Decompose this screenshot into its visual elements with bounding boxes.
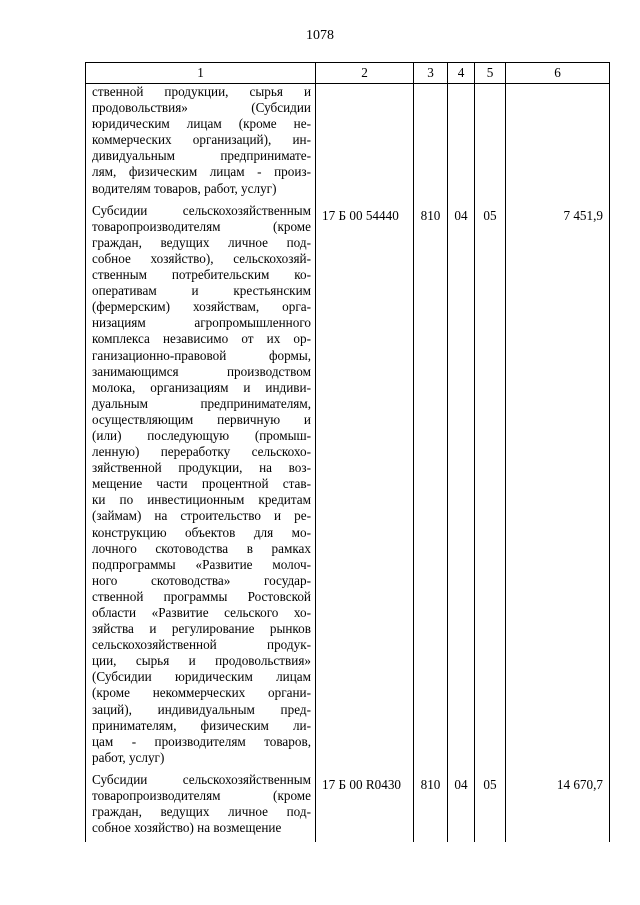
description-line: области «Развитие сельского хо- [92,605,311,620]
section-code: 04 [448,772,475,842]
column-header-5: 5 [475,63,506,84]
budget-table-grid [85,62,610,842]
column-header-3: 3 [414,63,448,84]
budget-code: 17 Б 00 54440 [316,203,414,772]
subsection-code [475,84,506,203]
description-line: (кроме некоммерческих органи- [92,685,311,701]
table-header-row [86,63,610,84]
description-line: ственным потребительским ко- [92,267,311,283]
description-line: (Субсидии юридическим лицам [92,669,311,685]
page-number: 1078 [306,28,334,43]
description-line: водителям товаров, работ, услуг) [92,180,277,196]
description-line: мещение части процентной став- [92,476,311,492]
budget-code [316,84,414,203]
row-description [86,84,316,203]
description-line: лям, физическим лицам - произ- [92,164,311,180]
description-line: заций), индивидуальным пред- [92,701,311,717]
description-line: Субсидии сельскохозяйственным [92,771,311,787]
description-line: собное хозяйство) на возмещение [92,820,282,836]
description-line: конструкцию объектов для мо- [92,524,311,540]
description-line: дуальным предпринимателям, [92,395,311,411]
section-code [448,84,475,203]
description-line: сельскохозяйственной продук- [92,637,311,653]
description-line: продовольствия» (Субсидии [92,100,311,116]
column-header-4: 4 [448,63,475,84]
row-description [86,203,316,772]
description-line: ственной программы Ростовской [92,588,311,604]
description-line: товаропроизводителям (кроме [92,218,311,234]
subsection-code: 05 [475,203,506,772]
description-line: ки по инвестиционным кредитам [92,492,311,508]
description-line: оперативам и крестьянским [92,283,311,299]
description-line: собное хозяйство), сельскохозяй- [92,250,311,266]
description-line: ственной продукции, сырья и [92,84,311,99]
expense-type: 810 [414,203,448,772]
section-code: 04 [448,203,475,772]
column-header-1: 1 [86,63,316,84]
description-line: лочного скотоводства в рамках [92,540,311,556]
description-line: дивидуальным предпринимате- [92,148,311,164]
description-line: занимающимся производством [92,363,311,379]
table-row [86,203,610,772]
budget-code: 17 Б 00 R0430 [316,772,414,842]
description-line: молока, организациям и индиви- [92,379,311,395]
description-line: граждан, ведущих личное под- [92,234,311,250]
description-line: ного скотоводства» государ- [92,572,311,588]
description-line: (займам) на строительство и ре- [92,508,311,524]
description-line: Субсидии сельскохозяйственным [92,202,311,218]
description-line: коммерческих организаций), ин- [92,132,311,148]
description-line: осуществляющим первичную и [92,411,311,427]
description-line: (фермерским) хозяйствам, орга- [92,299,311,315]
description-line: ленную) переработку сельскохо- [92,444,311,460]
column-header-2: 2 [316,63,414,84]
description-line: юридическим лицам (кроме не- [92,116,311,132]
subsection-code: 05 [475,772,506,842]
description-line: работ, услуг) [92,749,165,765]
description-line: принимателям, физическим ли- [92,717,311,733]
expense-type [414,84,448,203]
description-line: низациям агропромышленного [92,315,311,331]
description-line: комплекса независимо от их ор- [92,331,311,347]
description-line: зяйственной продукции, на воз- [92,460,311,476]
amount [506,84,610,203]
amount: 7 451,9 [506,203,610,772]
description-line: ции, сырья и продовольствия» [92,653,311,669]
description-line: (или) последующую (промыш- [92,427,311,443]
description-line: граждан, ведущих личное под- [92,804,311,820]
row-description [86,772,316,842]
description-line: ганизационно-правовой формы, [92,347,311,363]
description-line: цам - производителям товаров, [92,733,311,749]
description-line: зяйства и регулирование рынков [92,621,311,637]
column-header-6: 6 [506,63,610,84]
budget-table [85,62,609,842]
description-line: товаропроизводителям (кроме [92,788,311,804]
table-row [86,84,610,203]
expense-type: 810 [414,772,448,842]
amount: 14 670,7 [506,772,610,842]
table-row [86,772,610,842]
description-line: подпрограммы «Развитие молоч- [92,556,311,572]
